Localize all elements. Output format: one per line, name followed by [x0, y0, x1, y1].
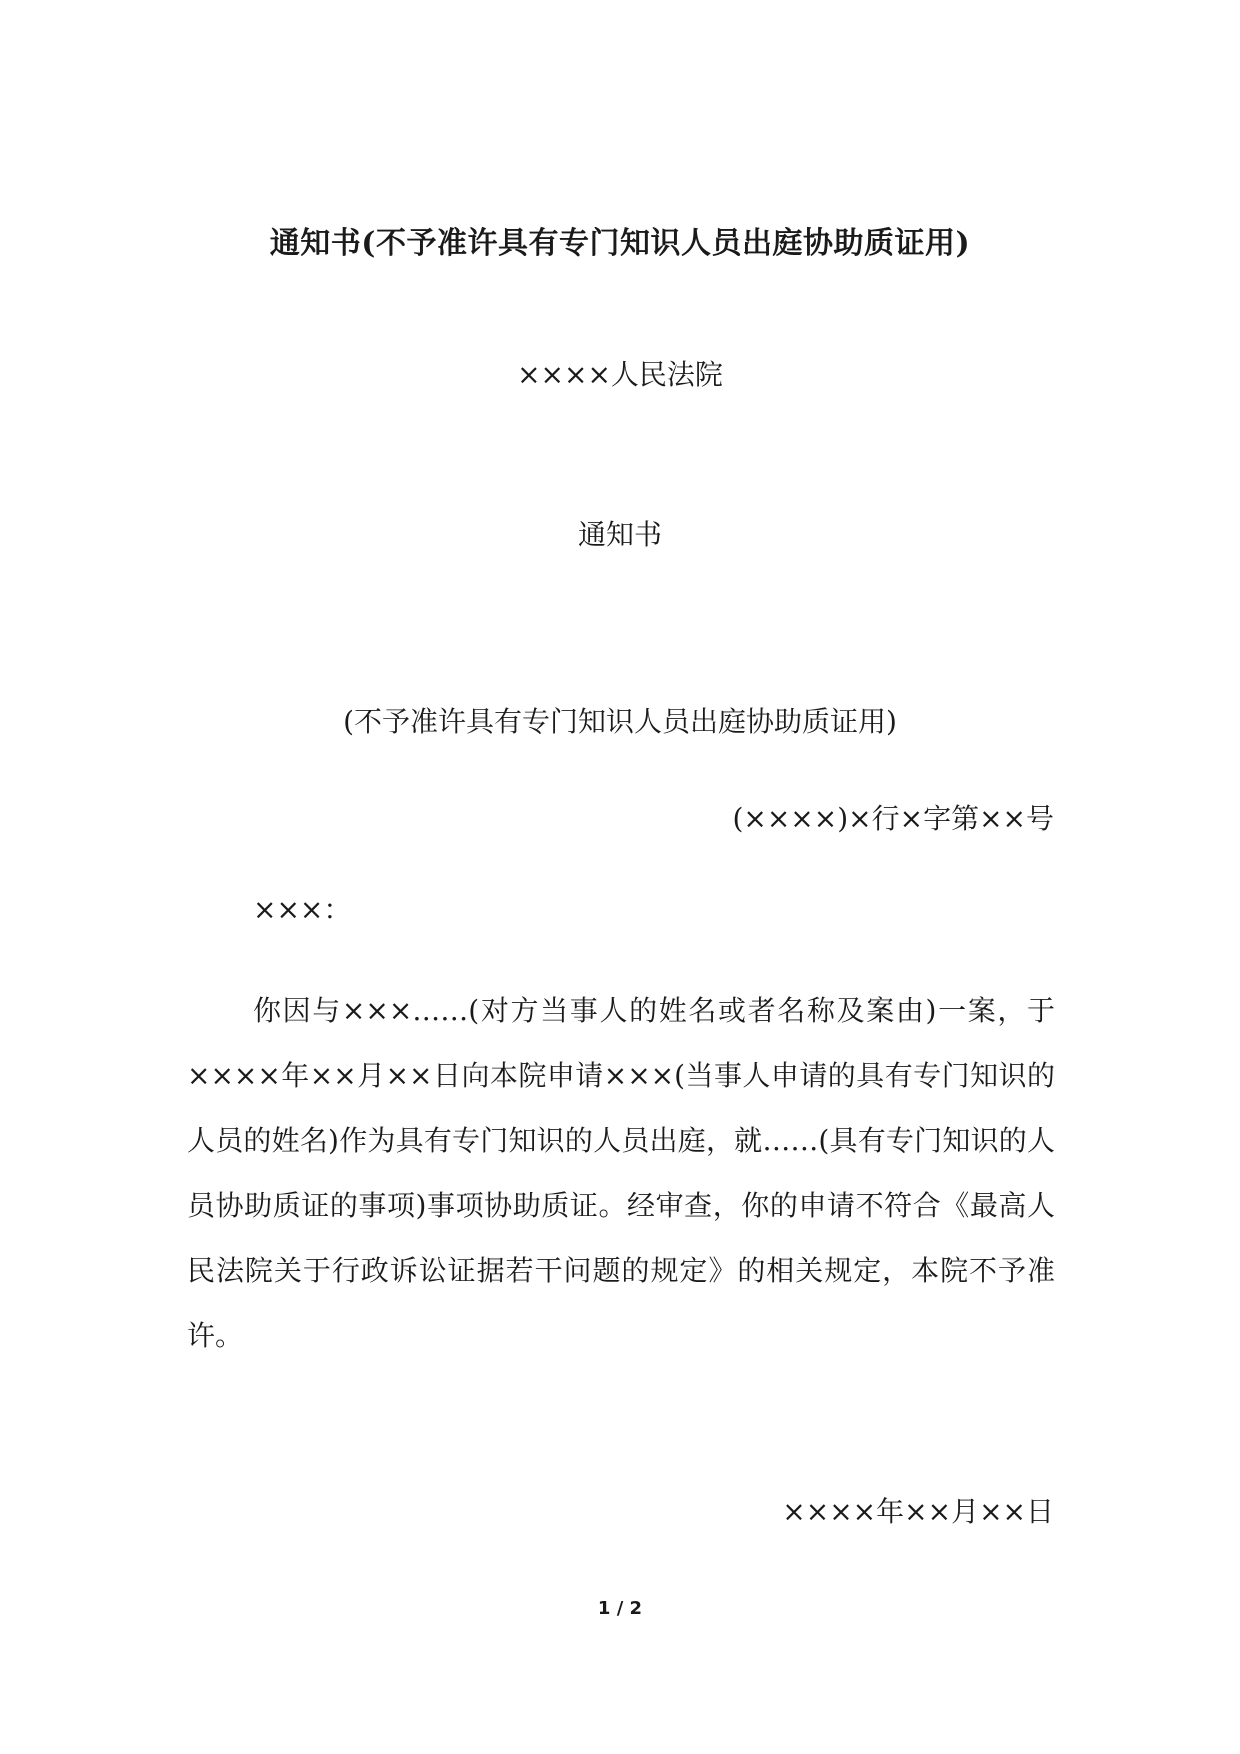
document-title: 通知书(不予准许具有专门知识人员出庭协助质证用)	[269, 226, 971, 261]
court-name: ××××人民法院	[517, 358, 723, 391]
body-paragraph: 你因与×××……(对方当事人的姓名或者名称及案由)一案，于××××年××月××日向本院申请×××(当事人申请的具有专门知识的人员的姓名)作为具有专门知识的人员出庭，就……(具有专门知识的人员协助质证的事项)事项协助质证。经审查，你的申请不符合《最高人民法院关于行政诉讼证据若干问题的规定》的相关规定，本院不予准许。	[187, 994, 1055, 1352]
addressee: ×××：	[253, 893, 352, 926]
case-number: (××××)×行×字第××号	[732, 802, 1054, 835]
notice-subtitle: (不予准许具有专门知识人员出庭协助质证用)	[343, 705, 897, 738]
notice-heading: 通知书	[577, 518, 662, 551]
page-number: 1 / 2	[597, 1598, 643, 1619]
issue-date: ××××年××月××日	[782, 1495, 1054, 1528]
